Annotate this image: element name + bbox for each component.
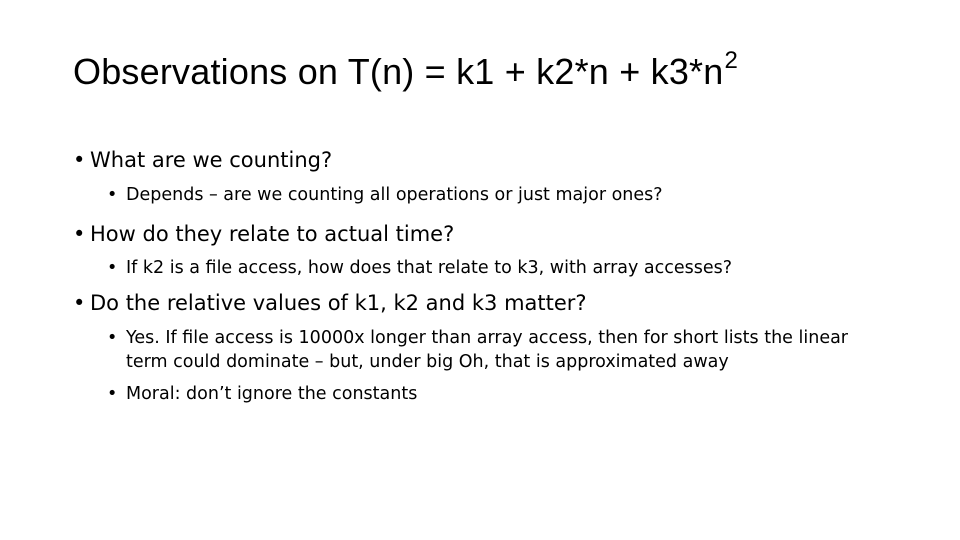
bullet-dot: • xyxy=(73,148,86,172)
bullet-text: How do they relate to actual time? xyxy=(90,222,455,246)
bullet-item xyxy=(73,289,587,317)
slide-title-exponent: 2 xyxy=(724,47,739,74)
bullet-item xyxy=(73,146,332,174)
sub-bullet-text: Moral: don’t ignore the constants xyxy=(126,384,418,404)
sub-bullet-item xyxy=(107,183,886,207)
sub-bullet-item xyxy=(107,256,886,280)
slide-title-text: Observations on T(n) = k1 + k2*n + k3*n xyxy=(73,51,724,92)
bullet-dot: • xyxy=(107,258,118,278)
bullet-dot: • xyxy=(107,185,118,205)
bullet-dot: • xyxy=(73,291,86,315)
sub-bullet-text: Yes. If file access is 10000x longer than array access, then for short lists the linear term could dominate – but, under big Oh, that is approximated away xyxy=(126,328,849,372)
slide-title xyxy=(73,48,738,96)
sub-bullet-text: Depends – are we counting all operations or just major ones? xyxy=(126,185,663,205)
sub-bullet-text: If k2 is a file access, how does that relate to k3, with array accesses? xyxy=(126,258,733,278)
bullet-text: Do the relative values of k1, k2 and k3 matter? xyxy=(90,291,587,315)
bullet-dot: • xyxy=(107,328,118,348)
sub-bullet-item xyxy=(107,382,886,406)
bullet-dot: • xyxy=(107,384,118,404)
bullet-dot: • xyxy=(73,222,86,246)
sub-bullet-item xyxy=(107,326,886,374)
bullet-item xyxy=(73,220,454,248)
bullet-text: What are we counting? xyxy=(90,148,333,172)
